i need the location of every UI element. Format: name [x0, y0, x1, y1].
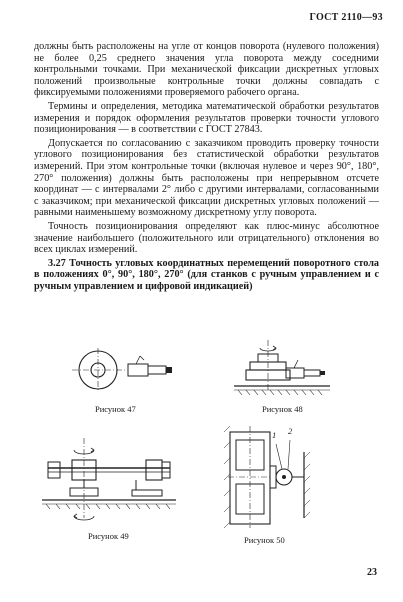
paragraph-2: Термины и определения, методика математической обработки результатов измерения и порядок оформления результатов проверки точности углового позиционирования — в соответствии с ГОСТ 27843.: [34, 100, 379, 136]
figure-47: [70, 348, 180, 398]
figure-48: [232, 340, 332, 402]
page-number: 23: [367, 567, 377, 578]
paragraph-3: Допускается по согласованию с заказчиком проводить проверку точности углового позиционирования без статистической обработки результатов измерений. При этом контрольные точки (включая нулевое и через 90°, 180°, 270° положения) должны быть расположены при непрерывном отсчете координат — с интервалами 2° либо с другими интервалами, согласованными с заказчиком; при механической фиксации дискретных угловых положений — равными наименьшему возможному дискретному углу поворота.: [34, 137, 379, 219]
caption-figure-50: Рисунок 50: [244, 535, 285, 545]
body-text: [34, 41, 379, 294]
section-heading: 3.27 Точность угловых координатных перемещений поворотного стола в положениях 0°, 90°, 180°, 270° (для станков с ручным управлением и с ручным управлением и цифровой индикацией): [34, 257, 379, 292]
caption-figure-47: Рисунок 47: [95, 404, 136, 414]
paragraph-1: должны быть расположены на угле от концов поворота (нулевого положения) не более 0,25 среднего значения угла поворота между соседними контрольными точками. При механической фиксации дискретных угловых положений произвольные контрольные точки должны совпадать с фиксируемыми положениями проверяемого рабочего органа.: [34, 41, 379, 99]
figure-50-label-2: 2: [288, 426, 293, 436]
paragraph-4: Точность позиционирования определяют как плюс-минус абсолютное значение наибольшего (положительного или отрицательного) отклонения во всех циклах измерений.: [34, 220, 379, 256]
figure-49: [40, 438, 180, 530]
figure-50-label-1: 1: [272, 430, 277, 440]
caption-figure-49: Рисунок 49: [88, 531, 129, 541]
caption-figure-48: Рисунок 48: [262, 404, 303, 414]
standard-header: ГОСТ 2110—93: [309, 12, 383, 23]
